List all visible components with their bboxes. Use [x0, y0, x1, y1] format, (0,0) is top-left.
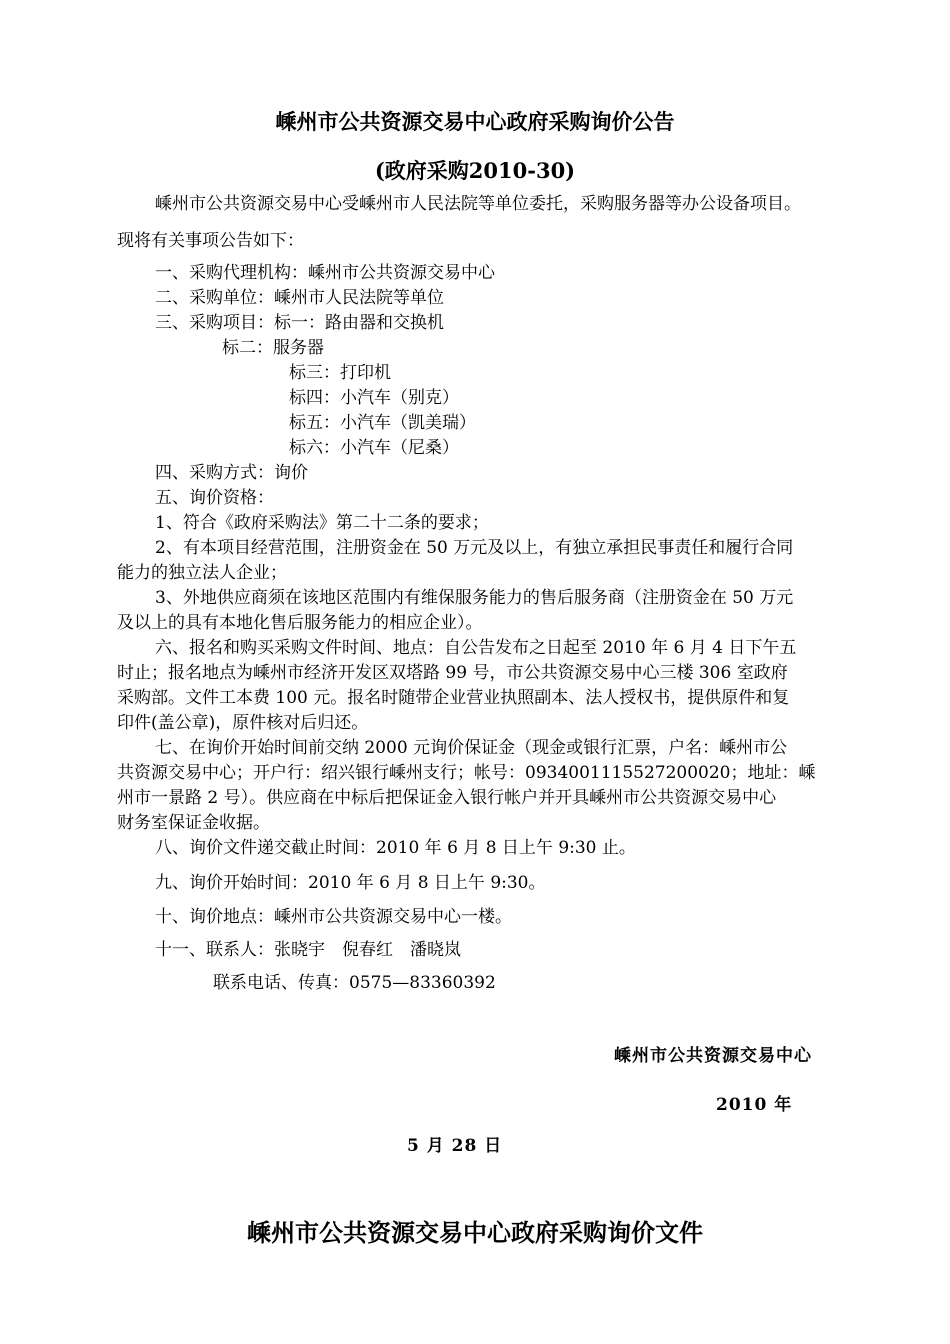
item-buyer: 二、采购单位：嵊州市人民法院等单位: [155, 288, 444, 308]
signature-date: 5 月 28 日: [407, 1136, 503, 1156]
item-qualification-2-cont: 能力的独立法人企业；: [117, 563, 287, 583]
item-deposit: 七、在询价开始时间前交纳 2000 元询价保证金（现金或银行汇票，户名：嵊州市公: [155, 738, 788, 758]
item-agency: 一、采购代理机构：嵊州市公共资源交易中心: [155, 263, 495, 283]
item-registration-cont-3: 印件(盖公章)，原件核对后归还。: [117, 713, 369, 733]
item-registration-cont-2: 采购部。文件工本费 100 元。报名时随带企业营业执照副本、法人授权书，提供原件和复: [117, 688, 790, 708]
item-lot-3: 标三：打印机: [289, 363, 391, 383]
item-deposit-cont-3: 财务室保证金收据。: [117, 813, 270, 833]
item-start-time: 九、询价开始时间：2010 年 6 月 8 日上午 9:30。: [155, 873, 546, 893]
notice-number: (政府采购2010-30): [374, 158, 576, 183]
item-qualification-2: 2、有本项目经营范围，注册资金在 50 万元及以上，有独立承担民事责任和履行合同: [155, 538, 794, 558]
item-lot-6: 标六：小汽车（尼桑）: [289, 438, 459, 458]
signature-year: 2010 年: [716, 1095, 793, 1115]
item-deadline: 八、询价文件递交截止时间：2010 年 6 月 8 日上午 9:30 止。: [155, 838, 636, 858]
item-deposit-cont-2: 州市一景路 2 号）。供应商在中标后把保证金入银行帐户并开具嵊州市公共资源交易中心: [117, 788, 777, 808]
item-qualification-heading: 五、询价资格：: [155, 488, 274, 508]
item-phone: 联系电话、传真：0575—83360392: [213, 973, 496, 993]
item-qualification-3: 3、外地供应商须在该地区范围内有维保服务能力的售后服务商（注册资金在 50 万元: [155, 588, 794, 608]
item-place: 十、询价地点：嵊州市公共资源交易中心一楼。: [155, 907, 512, 927]
item-qualification-3-cont: 及以上的具有本地化售后服务能力的相应企业）。: [117, 613, 483, 633]
item-qualification-1: 1、符合《政府采购法》第二十二条的要求；: [155, 513, 489, 533]
intro-line-1: 嵊州市公共资源交易中心受嵊州市人民法院等单位委托，采购服务器等办公设备项目。: [155, 194, 801, 214]
item-registration-cont-1: 时止；报名地点为嵊州市经济开发区双塔路 99 号，市公共资源交易中心三楼 306 室政府: [117, 663, 788, 683]
item-project: 三、采购项目：标一：路由器和交换机: [155, 313, 444, 333]
item-contact: 十一、联系人：张晓宇 倪春红 潘晓岚: [155, 940, 461, 960]
intro-line-2: 现将有关事项公告如下：: [117, 231, 304, 251]
item-lot-5: 标五：小汽车（凯美瑞）: [289, 413, 476, 433]
item-lot-2: 标二：服务器: [222, 338, 324, 358]
item-lot-4: 标四：小汽车（别克）: [289, 388, 459, 408]
item-method: 四、采购方式：询价: [155, 463, 308, 483]
item-registration: 六、报名和购买采购文件时间、地点：自公告发布之日起至 2010 年 6 月 4 日下午五: [155, 638, 797, 658]
item-deposit-cont-1: 共资源交易中心；开户行：绍兴银行嵊州支行；帐号：0934001115527200020；地址：嵊: [117, 763, 816, 783]
notice-title: 嵊州市公共资源交易中心政府采购询价公告: [275, 109, 675, 134]
signature-org: 嵊州市公共资源交易中心: [614, 1046, 812, 1066]
document2-title: 嵊州市公共资源交易中心政府采购询价文件: [247, 1218, 703, 1247]
